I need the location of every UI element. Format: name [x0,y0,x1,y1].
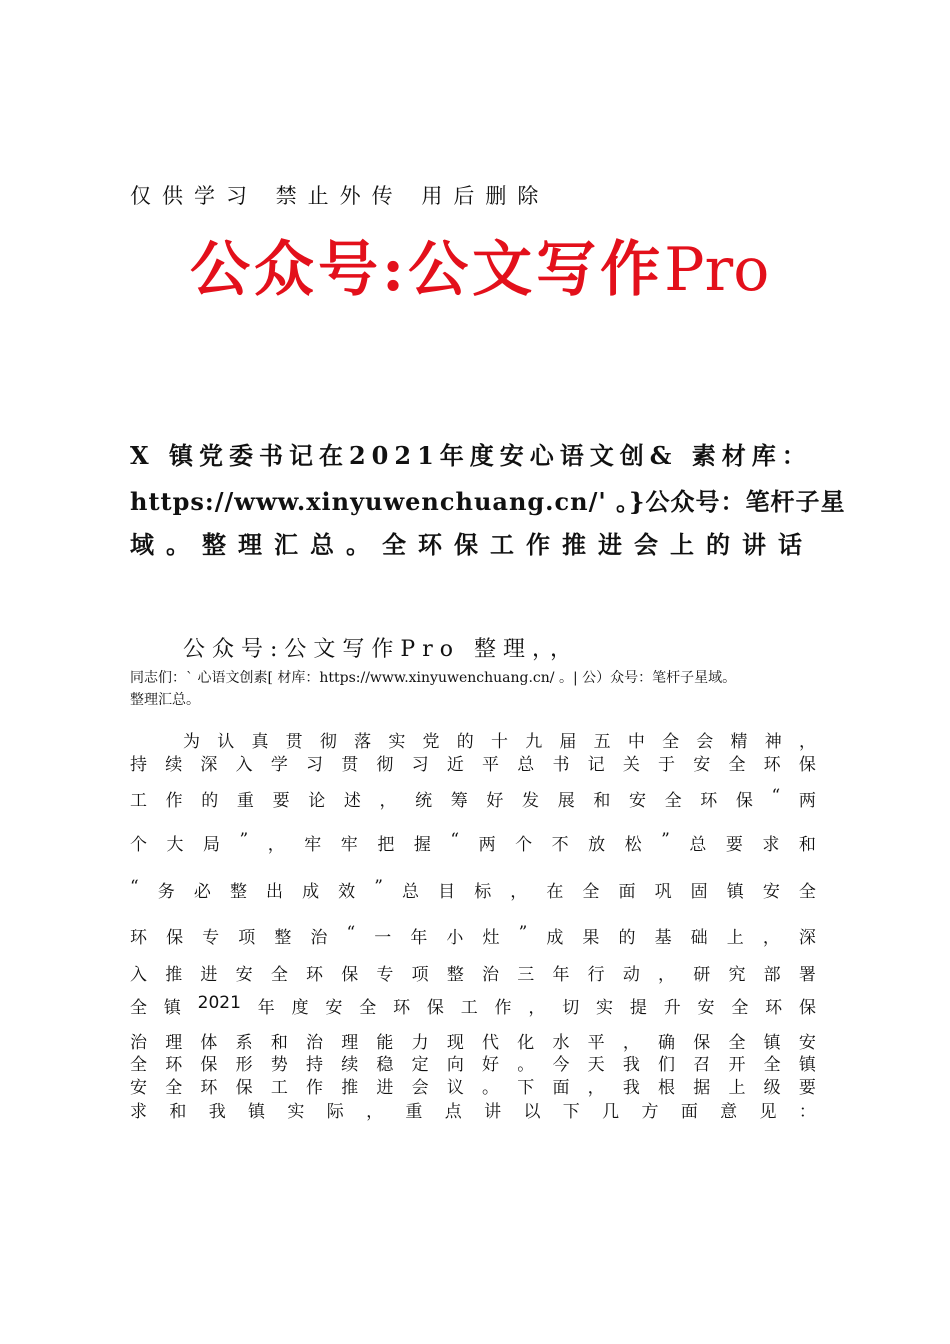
body-line: 求 和 我 镇 实 际 ， 重 点 讲 以 下 几 方 面 意 见 ： [130,1102,816,1122]
body-line: “ 务 必 整 出 成 效 ” 总 目 标 ， 在 全 面 巩 固 镇 安 全 [130,877,816,902]
preface-line-2: 整理汇总。 [130,692,200,708]
preface-line-1: 同志们：` 心语文创素[ 材库：https://www.xinyuwenchuang.cn/ 。| 公）众号：笔杆子星域。 [130,670,737,686]
body-line: 全 镇 2021 年 度 安 全 环 保 工 作 ， 切 实 提 升 安 全 环 保 [130,993,816,1018]
brand-suffix: Pro [664,235,770,305]
body-line: 全 环 保 形 势 持 续 稳 定 向 好 。 今 天 我 们 召 开 全 镇 [130,1055,816,1075]
body-line: 工 作 的 重 要 论 述 ， 统 筹 好 发 展 和 安 全 环 保 “ 两 [130,786,816,811]
subtitle: 公众号:公文写作Pro 整理，， [183,637,579,662]
body-line: 安 全 环 保 工 作 推 进 会 议 。 下 面 ， 我 根 据 上 级 要 [130,1078,816,1098]
doc-title-line-1: X 镇党委书记在2021年度安心语文创& 素材库： [130,441,812,470]
body-line: 入 推 进 安 全 环 保 专 项 整 治 三 年 行 动 ， 研 究 部 署 [130,965,816,985]
body-line: 为 认 真 贯 彻 落 实 党 的 十 九 届 五 中 全 会 精 神 ， [183,732,816,752]
brand-title [190,222,769,308]
body-line: 环 保 专 项 整 治 “ 一 年 小 灶 ” 成 果 的 基 础 上 ， 深 [130,923,816,948]
doc-title-line-3: 域。整理汇总。全环保工作推进会上的讲话 [130,530,814,559]
body-line: 治 理 体 系 和 治 理 能 力 现 代 化 水 平 ， 确 保 全 镇 安 [130,1033,816,1053]
body-line: 持 续 深 入 学 习 贯 彻 习 近 平 总 书 记 关 于 安 全 环 保 [130,755,816,775]
body-line: 个 大 局 ” ， 牢 牢 把 握 “ 两 个 不 放 松 ” 总 要 求 和 [130,830,816,855]
brand-main: 公众号:公文写作 [190,235,665,305]
doc-title-line-2: https://www.xinyuwenchuang.cn/' 。}公众号：笔杆子星 [130,487,846,516]
notice-text: 仅供学习 禁止外传 用后删除 [130,184,550,208]
